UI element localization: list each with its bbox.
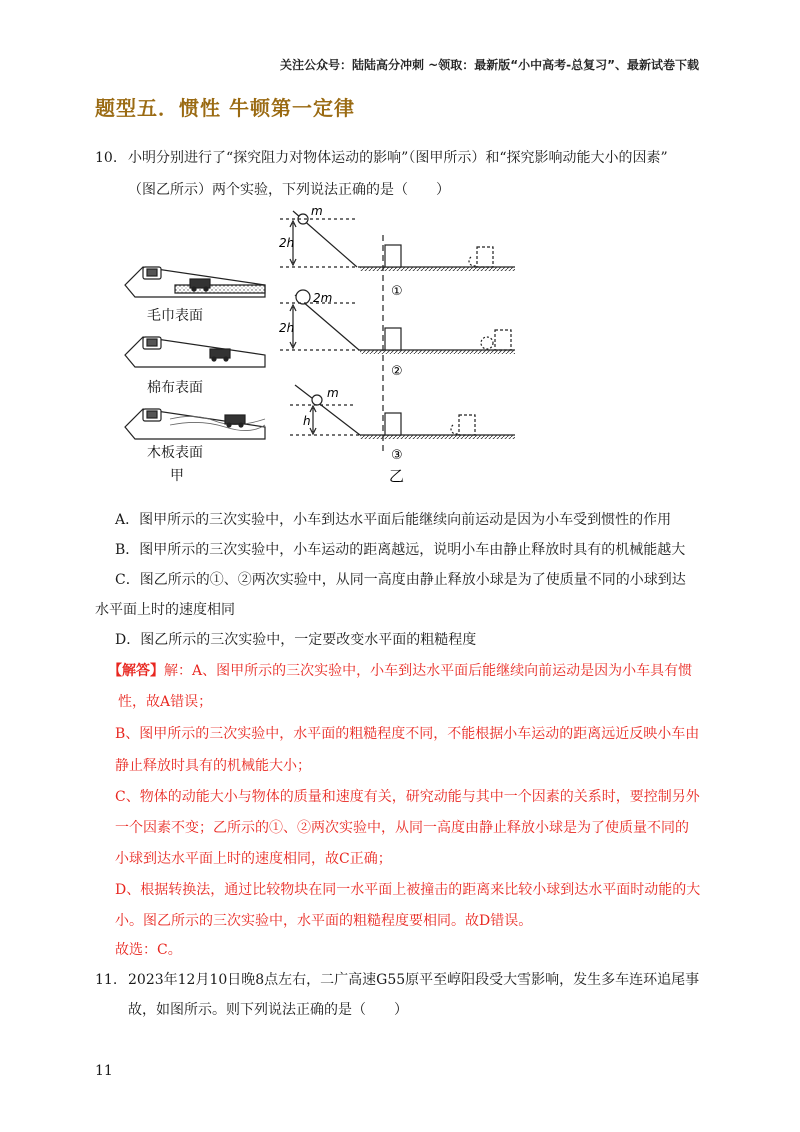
ramp-3 bbox=[290, 385, 515, 439]
q11-number: 11. bbox=[95, 972, 118, 988]
q10-number: 10. bbox=[95, 150, 118, 166]
figure-jia-label: 甲 bbox=[170, 468, 184, 484]
mass-label-3: m bbox=[327, 386, 339, 400]
page-number: 11 bbox=[95, 1063, 113, 1079]
q10-stem-line2: （图乙所示）两个实验，下列说法正确的是（ ） bbox=[128, 182, 450, 198]
answer-line-4: 静止释放时具有的机械能大小； bbox=[115, 758, 311, 774]
answer-tag: 【解答】 bbox=[108, 663, 164, 679]
final-choice: 故选：C。 bbox=[115, 942, 182, 958]
q11-stem-line2: 故，如图所示。则下列说法正确的是（ ） bbox=[128, 1002, 408, 1018]
page-header: 关注公众号：陆陆高分冲刺 ~领取：最新版“小中高考-总复习”、最新试卷下载 bbox=[280, 58, 699, 72]
mass-label-1: m bbox=[311, 205, 323, 218]
q10-option-d: D．图乙所示的三次实验中，一定要改变水平面的粗糙程度 bbox=[115, 632, 477, 648]
cotton-ramp bbox=[125, 337, 265, 367]
num-label-3: ③ bbox=[391, 448, 403, 463]
answer-line-1: 【解答】解：A、图甲所示的三次实验中，小车到达水平面后能继续向前运动是因为小车具有惯 bbox=[108, 663, 693, 679]
towel-ramp bbox=[125, 267, 265, 297]
answer-line-8: D、根据转换法，通过比较物块在同一水平面上被撞击的距离来比较小球到达水平面时动能的大 bbox=[115, 882, 701, 898]
q10-stem-line1: 小明分别进行了“探究阻力对物体运动的影响”（图甲所示）和“探究影响动能大小的因素” bbox=[128, 150, 668, 166]
figure-yi-label: 乙 bbox=[389, 467, 405, 485]
experiment-diagram bbox=[115, 205, 535, 490]
answer-line-6: 一个因素不变；乙所示的①、②两次实验中，从同一高度由静止释放小球是为了使质量不同的 bbox=[115, 820, 689, 836]
wood-ramp bbox=[125, 409, 265, 439]
answer-line-5: C、物体的动能大小与物体的质量和速度有关，研究动能与其中一个因素的关系时，要控制另外 bbox=[115, 789, 700, 805]
height-label-3: h bbox=[303, 414, 311, 428]
q10-figure bbox=[115, 205, 535, 494]
mass-label-2: 2m bbox=[313, 291, 333, 305]
q11-stem-line1: 2023年12月10日晚8点左右，二广高速G55原平至崞阳段受大雪影响，发生多车连环追尾事 bbox=[128, 972, 700, 988]
cotton-label: 棉布表面 bbox=[147, 380, 203, 396]
answer-line-9: 小。图乙所示的三次实验中，水平面的粗糙程度要相同。故D错误。 bbox=[115, 913, 533, 929]
num-label-1: ① bbox=[391, 284, 403, 299]
wood-label: 木板表面 bbox=[147, 445, 203, 461]
height-label-1: 2h bbox=[279, 236, 295, 250]
answer-line-3: B、图甲所示的三次实验中，水平面的粗糙程度不同，不能根据小车运动的距离远近反映小车由 bbox=[115, 726, 700, 742]
q10-option-a: A．图甲所示的三次实验中，小车到达水平面后能继续向前运动是因为小车受到惯性的作用 bbox=[115, 512, 672, 528]
height-label-2: 2h bbox=[279, 321, 295, 335]
q10-option-c-line1: C．图乙所示的①、②两次实验中，从同一高度由静止释放小球是为了使质量不同的小球到达 bbox=[115, 572, 686, 588]
q10-option-c-line2: 水平面上时的速度相同 bbox=[95, 602, 235, 618]
num-label-2: ② bbox=[391, 364, 403, 379]
q10-option-b: B．图甲所示的三次实验中，小车运动的距离越远，说明小车由静止释放时具有的机械能越大 bbox=[115, 542, 686, 558]
towel-label: 毛巾表面 bbox=[147, 308, 203, 324]
answer-line-2: 性，故A错误； bbox=[118, 694, 213, 710]
answer-line-7: 小球到达水平面上时的速度相同，故C正确； bbox=[115, 851, 392, 867]
section-title: 题型五．惯性 牛顿第一定律 bbox=[95, 96, 355, 120]
